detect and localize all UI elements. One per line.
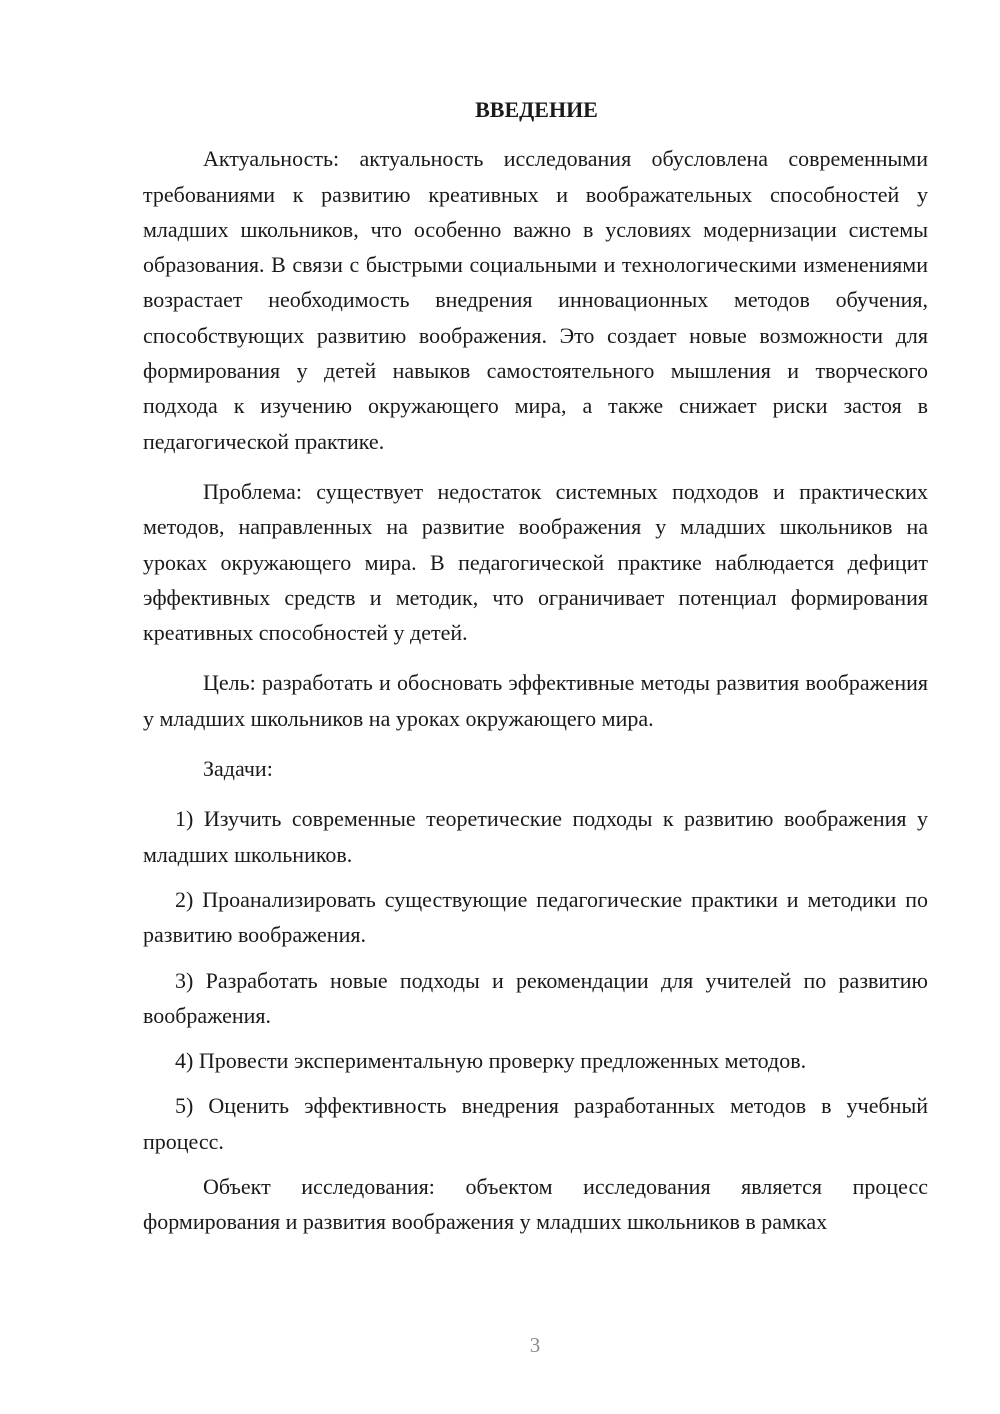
task-item: 3) Разработать новые подходы и рекомендации для учителей по развитию воображения. — [143, 967, 928, 1028]
task-item: 5) Оценить эффективность внедрения разработанных методов в учебный процесс. — [143, 1093, 928, 1154]
text-column — [143, 92, 928, 1240]
task-item: 1) Изучить современные теоретические подходы к развитию воображения у младших школьников. — [143, 806, 928, 867]
relevance-paragraph: Актуальность: актуальность исследования обусловлена современными требованиями к развитию креативных и воображательных способностей у младших школьников, что особенно важно в условиях модернизации системы образования. В связи с быстрыми социальными и технологическими изменениями возрастает необходимость внедрения инновационных методов обучения, способствующих развитию воображения. Это создает новые возможности для формирования у детей навыков самостоятельного мышления и творческого подхода к изучению окружающего мира, а также снижает риски застоя в педагогической практике. — [143, 146, 928, 454]
page-title: ВВЕДЕНИЕ — [475, 97, 598, 122]
tasks-list — [143, 801, 928, 1159]
task-item: 4) Провести экспериментальную проверку предложенных методов. — [175, 1048, 807, 1074]
page-number: 3 — [529, 1333, 541, 1357]
goal-paragraph: Цель: разработать и обосновать эффективные методы развития воображения у младших школьников на уроках окружающего мира. — [143, 670, 928, 731]
problem-paragraph: Проблема: существует недостаток системных подходов и практических методов, направленных на развитие воображения у младших школьников на уроках окружающего мира. В педагогической практике наблюдается дефицит эффективных средств и методик, что ограничивает потенциал формирования креативных способностей у детей. — [143, 478, 928, 646]
task-item: 2) Проанализировать существующие педагогические практики и методики по развитию воображения. — [143, 886, 928, 948]
tasks-heading: Задачи: — [203, 756, 273, 782]
object-paragraph: Объект исследования: объектом исследования является процесс формирования и развития воображения у младших школьников в рамках — [143, 1174, 928, 1235]
